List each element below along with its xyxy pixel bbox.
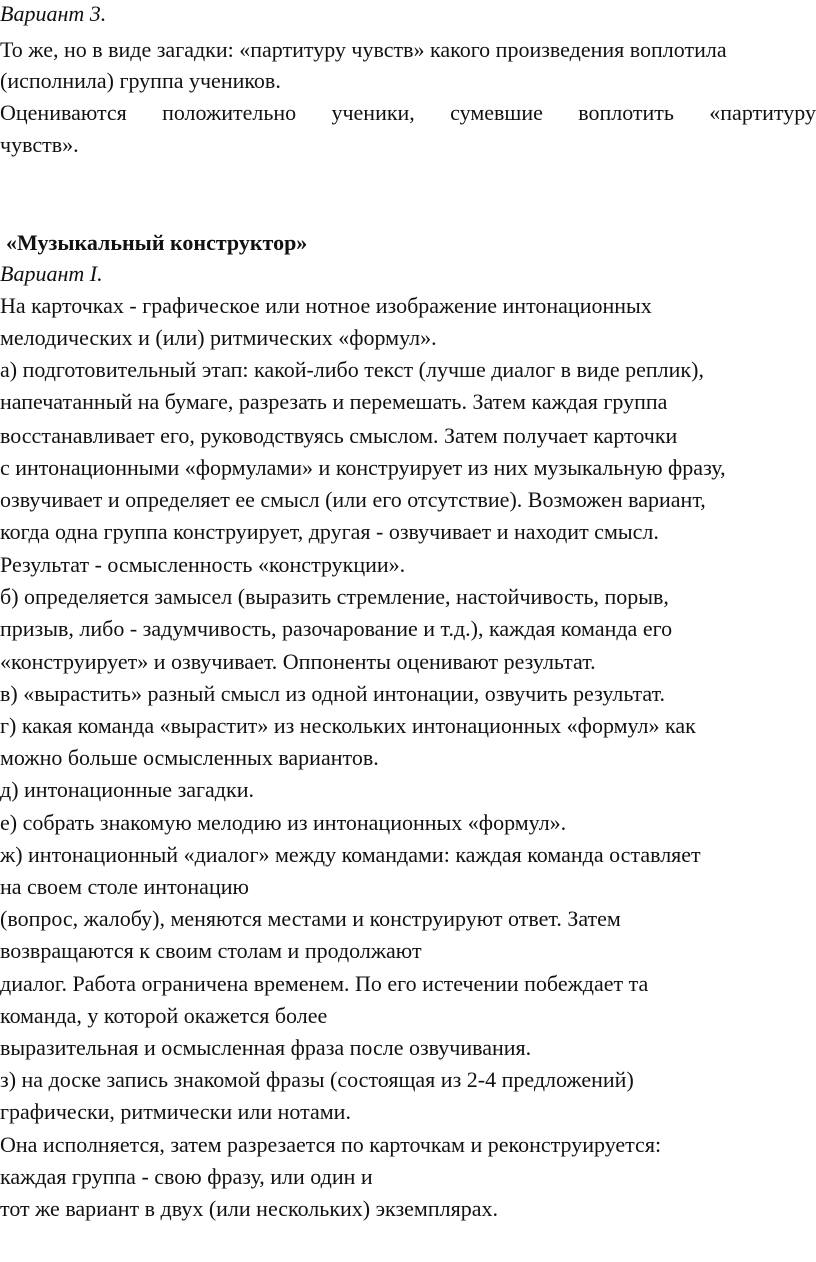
body-line: графически, ритмически или нотами.	[0, 1099, 351, 1124]
body-line: на своем столе интонацию	[0, 874, 249, 899]
body-line: озвучивает и определяет ее смысл (или его отсутствие). Возможен вариант,	[0, 487, 706, 512]
body-line: восстанавливает его, руководствуясь смыслом. Затем получает карточки	[0, 423, 678, 448]
variant-1-title: Вариант I.	[0, 261, 103, 286]
body-line: когда одна группа конструирует, другая - озвучивает и находит смысл.	[0, 519, 659, 544]
body-line: в) «вырастить» разный смысл из одной интонации, озвучить результат.	[0, 681, 666, 706]
variant-3-evaluation-end: чувств».	[0, 132, 79, 157]
body-line: б) определяется замысел (выразить стремление, настойчивость, порыв,	[0, 584, 669, 609]
eval-word: ученики,	[331, 100, 415, 125]
body-line: с интонационными «формулами» и конструирует из них музыкальную фразу,	[0, 455, 726, 480]
eval-word: сумевшие	[450, 100, 543, 125]
eval-word: воплотить	[578, 100, 674, 125]
section-heading: «Музыкальный конструктор»	[6, 230, 308, 255]
body-line: г) какая команда «вырастит» из нескольких интонационных «формул» как	[0, 713, 696, 738]
body-line: мелодических и (или) ритмических «формул».	[0, 325, 437, 350]
body-line: Результат - осмысленность «конструкции».	[0, 552, 406, 577]
eval-word: положительно	[162, 100, 297, 125]
eval-word: Оцениваются	[0, 100, 127, 125]
variant-3-line-2: (исполнила) группа учеников.	[0, 68, 281, 93]
body-line: з) на доске запись знакомой фразы (состоящая из 2-4 предложений)	[0, 1067, 634, 1092]
body-line: возвращаются к своим столам и продолжают	[0, 938, 422, 963]
eval-word: «партитуру	[709, 100, 816, 125]
variant-3-title: Вариант 3.	[0, 1, 107, 26]
body-line: призыв, либо - задумчивость, разочарование и т.д.), каждая команда его	[0, 616, 673, 641]
body-line: а) подготовительный этап: какой-либо текст (лучше диалог в виде реплик),	[0, 357, 704, 382]
variant-3-evaluation-line	[0, 99, 816, 127]
body-line: На карточках - графическое или нотное изображение интонационных	[0, 293, 652, 318]
body-line: можно больше осмысленных вариантов.	[0, 745, 379, 770]
variant-3-line-1: То же, но в виде загадки: «партитуру чувств» какого произведения воплотила	[0, 37, 727, 62]
body-line: выразительная и осмысленная фраза после озвучивания.	[0, 1035, 532, 1060]
body-line: тот же вариант в двух (или нескольких) экземплярах.	[0, 1196, 498, 1221]
body-line: команда, у которой окажется более	[0, 1003, 328, 1028]
body-line: е) собрать знакомую мелодию из интонационных «формул».	[0, 810, 567, 835]
body-line: (вопрос, жалобу), меняются местами и конструируют ответ. Затем	[0, 906, 621, 931]
body-line: д) интонационные загадки.	[0, 777, 254, 802]
body-line: диалог. Работа ограничена временем. По его истечении побеждает та	[0, 971, 649, 996]
body-line: Она исполняется, затем разрезается по карточкам и реконструируется:	[0, 1132, 662, 1157]
body-line: напечатанный на бумаге, разрезать и перемешать. Затем каждая группа	[0, 389, 668, 414]
body-line: каждая группа - свою фразу, или один и	[0, 1164, 373, 1189]
body-line: ж) интонационный «диалог» между командами: каждая команда оставляет	[0, 842, 701, 867]
body-line: «конструирует» и озвучивает. Оппоненты оценивают результат.	[0, 649, 596, 674]
